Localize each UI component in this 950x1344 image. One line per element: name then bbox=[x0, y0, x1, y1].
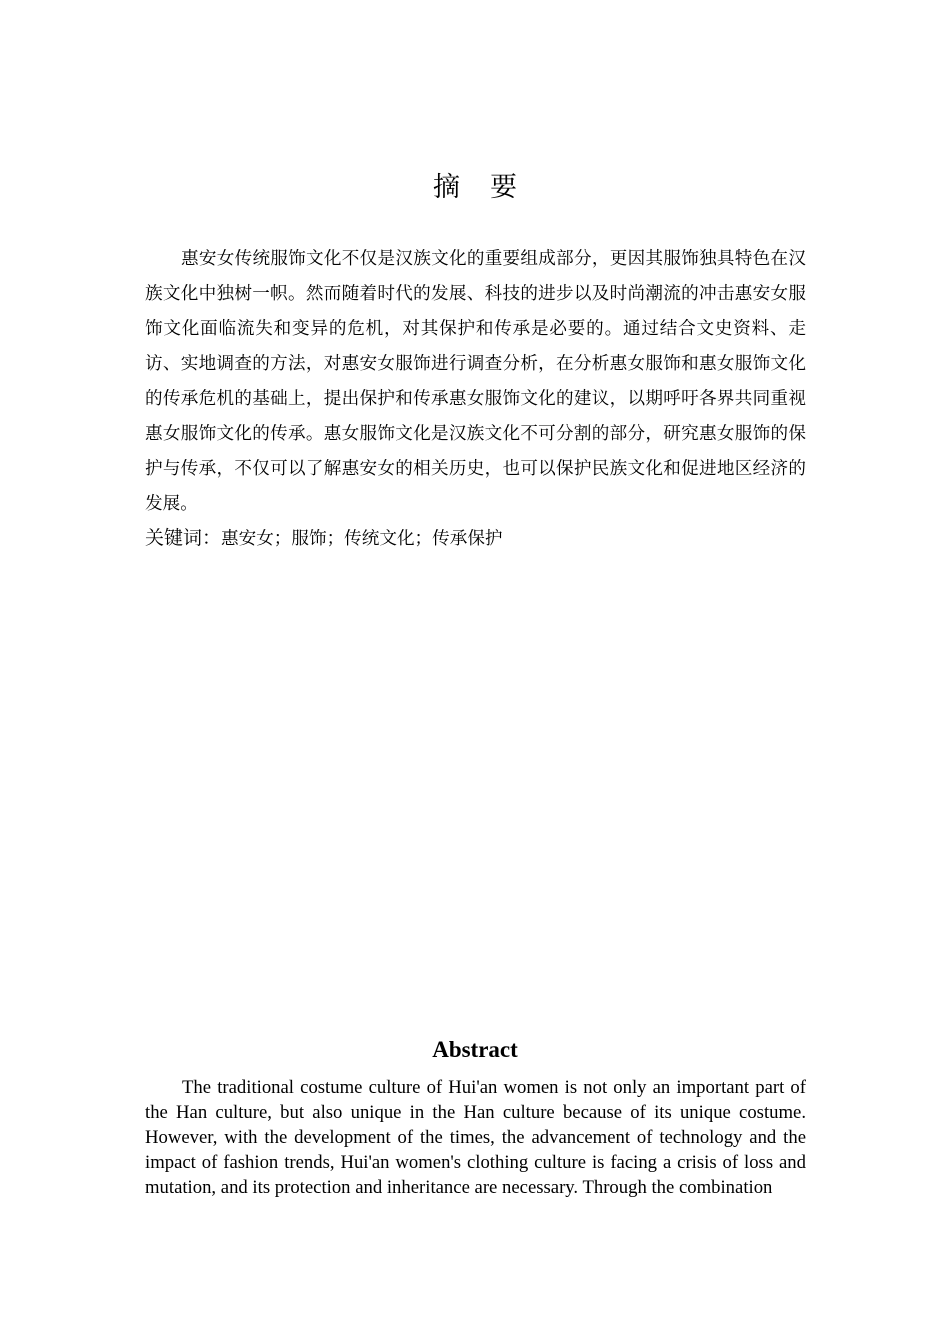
english-abstract-body: The traditional costume culture of Hui'an women is not only an important part of the Han culture, but also unique in the Han culture because of its unique costume. However, with the development of the times, the advancement of technology and the impact of fashion trends, Hui'an women's clothing culture is facing a crisis of loss and mutation, and its protection and inheritance are necessary. Through the combination bbox=[145, 1077, 806, 1198]
chinese-abstract-title: 摘要 bbox=[433, 172, 547, 203]
chinese-keywords bbox=[145, 522, 806, 555]
chinese-abstract-body: 惠安女传统服饰文化不仅是汉族文化的重要组成部分，更因其服饰独具特色在汉族文化中独树一帜。然而随着时代的发展、科技的进步以及时尚潮流的冲击惠安女服饰文化面临流失和变异的危机，对其保护和传承是必要的。通过结合文史资料、走访、实地调查的方法，对惠安女服饰进行调查分析，在分析惠女服饰和惠女服饰文化的传承危机的基础上，提出保护和传承惠女服饰文化的建议，以期呼吁各界共同重视惠女服饰文化的传承。惠女服饰文化是汉族文化不可分割的部分，研究惠女服饰的保护与传承，不仅可以了解惠安女的相关历史，也可以保护民族文化和促进地区经济的发展。 bbox=[145, 249, 806, 514]
keywords-label: 关键词： bbox=[145, 527, 222, 549]
keywords-list: 惠安女；服饰；传统文化；传承保护 bbox=[221, 529, 503, 549]
english-abstract-title: Abstract bbox=[432, 1037, 518, 1062]
